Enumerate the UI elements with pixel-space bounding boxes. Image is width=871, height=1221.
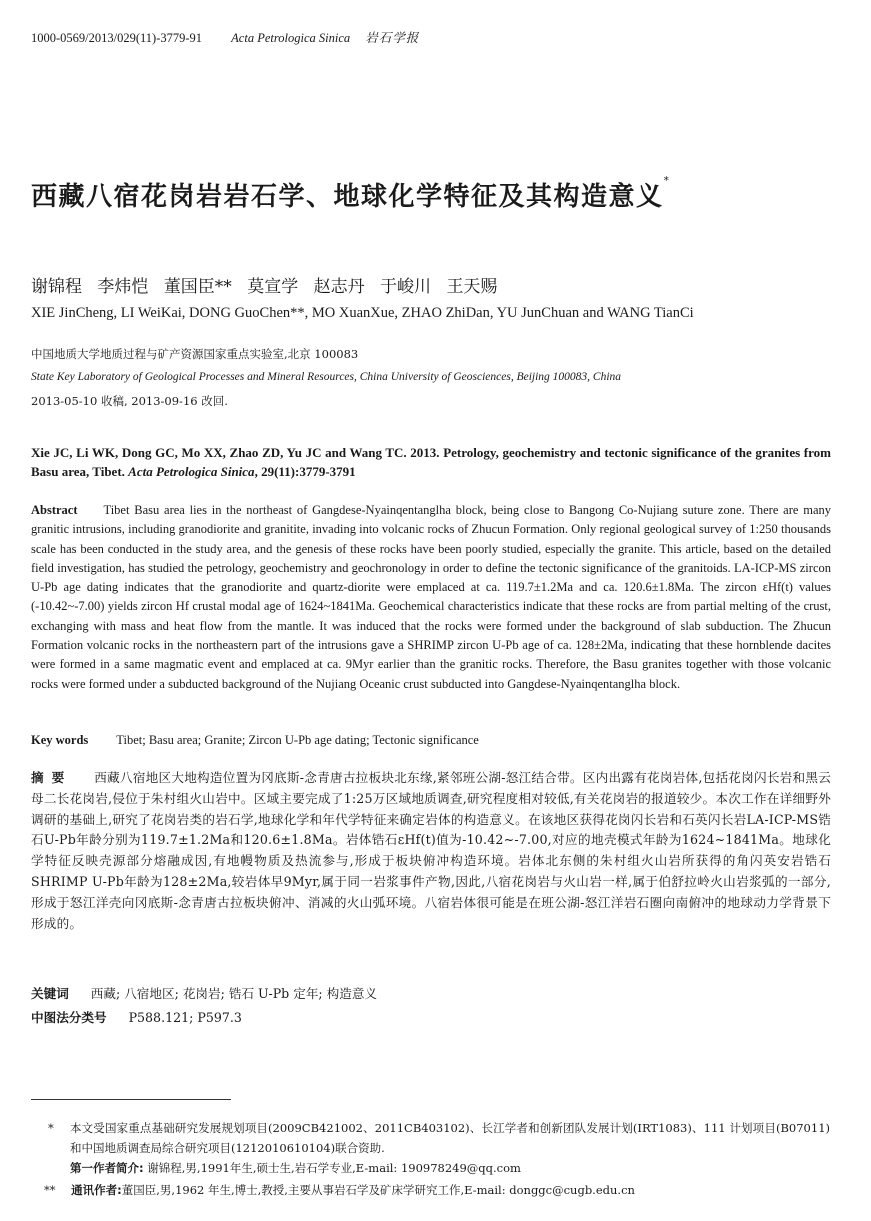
author-cn: 谢锦程 [31,277,82,297]
keywords-en [31,733,479,748]
keywords-cn [31,983,377,1002]
keywords-text: Tibet; Basu area; Granite; Zircon U-Pb age dating; Tectonic significance [116,733,479,747]
classification-number [31,1007,242,1026]
citation-journal: Acta Petrologica Sinica [128,464,255,479]
footnote-corresponding-author [44,1180,635,1200]
author-list-en: XIE JinCheng, LI WeiKai, DONG GuoChen**, MO XuanXue, ZHAO ZhiDan, YU JunChuan and WANG TianCi [31,305,694,321]
title-footnote-mark: * [663,174,671,187]
journal-name-cn: 岩石学报 [365,31,420,45]
keywords-cn-label: 关键词 [31,986,69,1001]
affiliation-en: State Key Laboratory of Geological Processes and Mineral Resources, China University of Geosciences, Beijing 100083, China [31,371,622,383]
author-cn: 董国臣** [163,277,232,297]
clc-text: P588.121; P597.3 [128,1010,242,1025]
received-revised-dates: 2013-05-10 收稿, 2013-09-16 改回. [31,394,228,408]
citation-suffix: , 29(11):3779-3791 [254,464,356,479]
keywords-cn-text: 西藏; 八宿地区; 花岗岩; 锆石 U-Pb 定年; 构造意义 [90,986,378,1001]
affiliation-cn: 中国地质大学地质过程与矿产资源国家重点实验室,北京 100083 [31,347,359,361]
corr-author-label: 通讯作者: [71,1183,122,1197]
footnote-divider [31,1099,231,1100]
clc-label: 中图法分类号 [31,1010,107,1025]
abstract-label: Abstract [31,503,78,517]
abstract-cn [31,768,831,934]
author-list-cn [31,272,507,297]
abstract-cn-label: 摘要 [31,770,73,785]
author-cn: 赵志丹 [313,277,365,297]
keywords-label: Key words [31,733,89,747]
corr-author-text: 董国臣,男,1962 年生,博士,教授,主要从事岩石学及矿床学研究工作,E-mail: donggc@cugb.edu.cn [121,1183,635,1197]
citation-prefix: Xie JC, Li WK, Dong GC, Mo XX, Zhao ZD, Yu JC and Wang TC. 2013. Petrology, geochemistry and tectonic significance of the granites from Basu area, Tibet. [31,445,831,479]
journal-name-en: Acta Petrologica Sinica [231,31,351,45]
citation [31,443,831,481]
funding-text: 本文受国家重点基础研究发展规划项目(2009CB421002、2011CB403102)、长江学者和创新团队发展计划(IRT1083)、111 计划项目(B07011)和中国地质调查局综合研究项目(1212010610104)联合资助. [70,1121,830,1155]
footnote-funding [50,1118,830,1158]
abstract-cn-text: 西藏八宿地区大地构造位置为冈底斯-念青唐古拉板块北东缘,紧邻班公湖-怒江结合带。区内出露有花岗岩体,包括花岗闪长岩和黑云母二长花岗岩,侵位于朱村组火山岩中。区域主要完成了1:25万区域地质调查,研究程度相对较低,有关花岗岩的报道较少。本次工作在详细野外调研的基础上,研究了花岗岩类的岩石学,地球化学和年代学特征来确定岩体的构造意义。在该地区获得花岗闪长岩和石英闪长岩LA-ICP-MS锆石U-Pb年龄分别为119.7±1.2Ma和120.6±1.8Ma。岩体锆石εHf(t)值为-10.42~-7.00,对应的地壳模式年龄为1624~1841Ma。地球化学特征反映壳源部分熔融成因,有地幔物质及热流参与,形成于板块俯冲构造环境。岩体北东侧的朱村组火山岩所获得的角闪英安岩锆石SHRIMP U-Pb年龄为128±2Ma,较岩体早9Myr,属于同一岩浆事件产物,因此,八宿花岗岩与火山岩一样,属于伯舒拉岭火山岩浆弧的一部分,形成于怒江洋壳向冈底斯-念青唐古拉板块俯冲、消减的火山弧环境。八宿岩体很可能是在班公湖-怒江洋岩石圈向南俯冲的地球动力学背景下形成的。 [31,770,831,931]
footnote-mark: * [48,1121,54,1135]
paper-title [31,176,671,213]
author-cn: 李炜恺 [97,277,149,297]
footnote-first-author [70,1158,521,1178]
author-cn: 于峻川 [380,277,432,297]
author-cn: 王天赐 [446,277,498,297]
running-header [31,28,419,46]
author-cn: 莫宣学 [247,277,299,297]
paper-title-text: 西藏八宿花岗岩岩石学、地球化学特征及其构造意义 [31,182,664,212]
abstract-en [31,501,831,694]
first-author-label: 第一作者简介: [70,1161,144,1175]
footnote-mark: ** [44,1183,56,1197]
first-author-text: 谢锦程,男,1991年生,硕士生,岩石学专业,E-mail: 190978249@qq.com [147,1161,521,1175]
issn-line: 1000-0569/2013/029(11)-3779-91 [31,31,203,45]
abstract-text: Tibet Basu area lies in the northeast of Gangdese-Nyainqentanglha block, being close to Bangong Co-Nujiang suture zone. There are many granitic intrusions, including granodiorite and granitite, invading into volcanic rocks of Zhucun Formation. Only regional geological survey of 1:250 thousands scale has been conducted in the study area, and the genesis of these rocks have been poorly studied, especially the granite. This article, based on the detailed field investigation, has studied the petrology, geochemistry and geochronology in order to define the tectonic significance of the granitoids. LA-ICP-MS zircon U-Pb age dating indicates that the granodiorite and quartz-diorite were emplaced at ca. 119.7±1.2Ma and ca. 120.6±1.8Ma. The zircon εHf(t) values (-10.42~-7.00) yields zircon Hf crustal modal age of 1624~1841Ma. Geochemical characteristics indicate that these rocks are from partial melting of the crust, exchanging with mass and heat flow from the mantle. It was induced that the rocks were formed under the background of slab subduction. The Zhucun Formation volcanic rocks in the northeastern part of the intrusions gave a SHRIMP zircon U-Pb age of ca. 128±2Ma, indicating that these hornblende dacites were formed in a same magmatic event and emplaced at ca. 9Myr earlier than the granitic rocks. Therefore, the Basu granites together with those volcanic rocks were formed under a subducted background of the Nujiang Oceanic crust subducted into Gangdese-Nyainqentanglha block. [31,503,831,691]
